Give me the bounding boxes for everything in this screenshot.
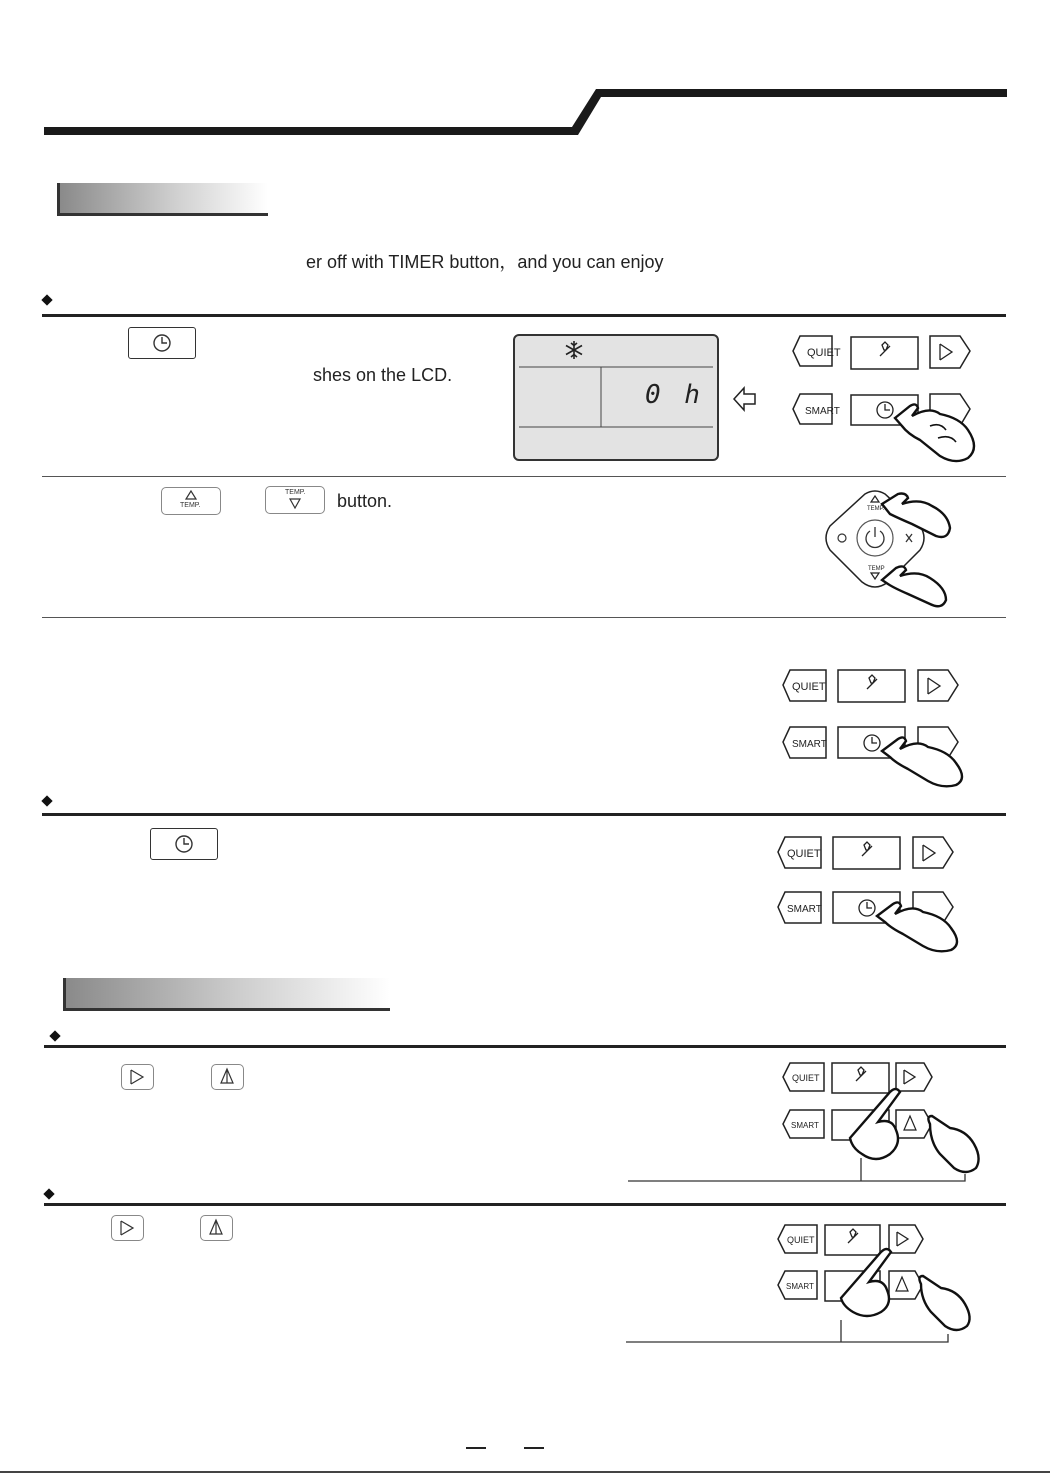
divider bbox=[42, 314, 1006, 317]
divider bbox=[44, 1045, 1006, 1048]
remote-panel-2 bbox=[780, 665, 980, 790]
clock-icon bbox=[151, 829, 217, 859]
divider bbox=[42, 476, 1006, 477]
divider bbox=[42, 617, 1006, 618]
timer-button-icon bbox=[128, 327, 196, 359]
svg-text:SMART: SMART bbox=[787, 904, 822, 915]
vertical-swing-icon bbox=[212, 1065, 243, 1089]
svg-text:QUIET: QUIET bbox=[787, 1235, 815, 1245]
svg-text:QUIET: QUIET bbox=[792, 1073, 820, 1083]
divider bbox=[42, 813, 1006, 816]
clock-icon bbox=[129, 328, 195, 358]
lcd-digits: 0 h bbox=[645, 380, 704, 410]
temp-up-label: TEMP. bbox=[180, 502, 201, 509]
vertical-swing-icon bbox=[201, 1216, 232, 1240]
swing-vertical-button-icon bbox=[211, 1064, 244, 1090]
remote-panel-3 bbox=[775, 832, 975, 957]
snowflake-icon bbox=[564, 340, 584, 360]
svg-text:TEMP: TEMP bbox=[868, 566, 885, 572]
swing-horizontal-button-icon bbox=[111, 1215, 144, 1241]
bottom-edge bbox=[0, 1471, 1050, 1473]
temp-up-button-icon bbox=[161, 487, 221, 515]
step2-text: button. bbox=[337, 491, 393, 511]
temp-down-button-icon bbox=[265, 486, 325, 514]
header-rule bbox=[0, 0, 1050, 140]
bracket-line bbox=[626, 1316, 956, 1346]
bracket-line bbox=[628, 1154, 968, 1184]
round-controller bbox=[820, 484, 970, 614]
swing-vertical-button-icon bbox=[200, 1215, 233, 1241]
page-number-dash-left bbox=[466, 1447, 486, 1449]
svg-text:QUIET: QUIET bbox=[787, 848, 821, 860]
temp-down-label: TEMP. bbox=[285, 489, 306, 496]
arrow-left-icon bbox=[733, 386, 757, 412]
bullet-diamond bbox=[41, 294, 52, 305]
section-header-timer bbox=[57, 183, 268, 216]
svg-text:SMART: SMART bbox=[791, 1121, 819, 1130]
svg-text:SMART: SMART bbox=[792, 739, 827, 750]
section-header-airflow bbox=[63, 978, 390, 1011]
horizontal-swing-icon bbox=[122, 1065, 153, 1089]
svg-text:QUIET: QUIET bbox=[807, 347, 841, 359]
horizontal-swing-icon bbox=[112, 1216, 143, 1240]
step1-text: shes on the LCD. bbox=[313, 365, 453, 385]
bullet-diamond bbox=[43, 1188, 54, 1199]
page-number-dash-right bbox=[524, 1447, 544, 1449]
bullet-diamond bbox=[41, 795, 52, 806]
divider bbox=[44, 1203, 1006, 1206]
remote-panel-1 bbox=[790, 330, 990, 470]
timer-button-icon bbox=[150, 828, 218, 860]
svg-text:SMART: SMART bbox=[805, 406, 840, 417]
lcd-display bbox=[513, 334, 719, 461]
swing-horizontal-button-icon bbox=[121, 1064, 154, 1090]
svg-text:TEMP.: TEMP. bbox=[867, 506, 885, 512]
svg-text:SMART: SMART bbox=[786, 1282, 814, 1291]
bullet-diamond bbox=[49, 1030, 60, 1041]
svg-text:QUIET: QUIET bbox=[792, 681, 826, 693]
intro-text: er off with TIMER button，and you can enjoy bbox=[306, 252, 664, 272]
